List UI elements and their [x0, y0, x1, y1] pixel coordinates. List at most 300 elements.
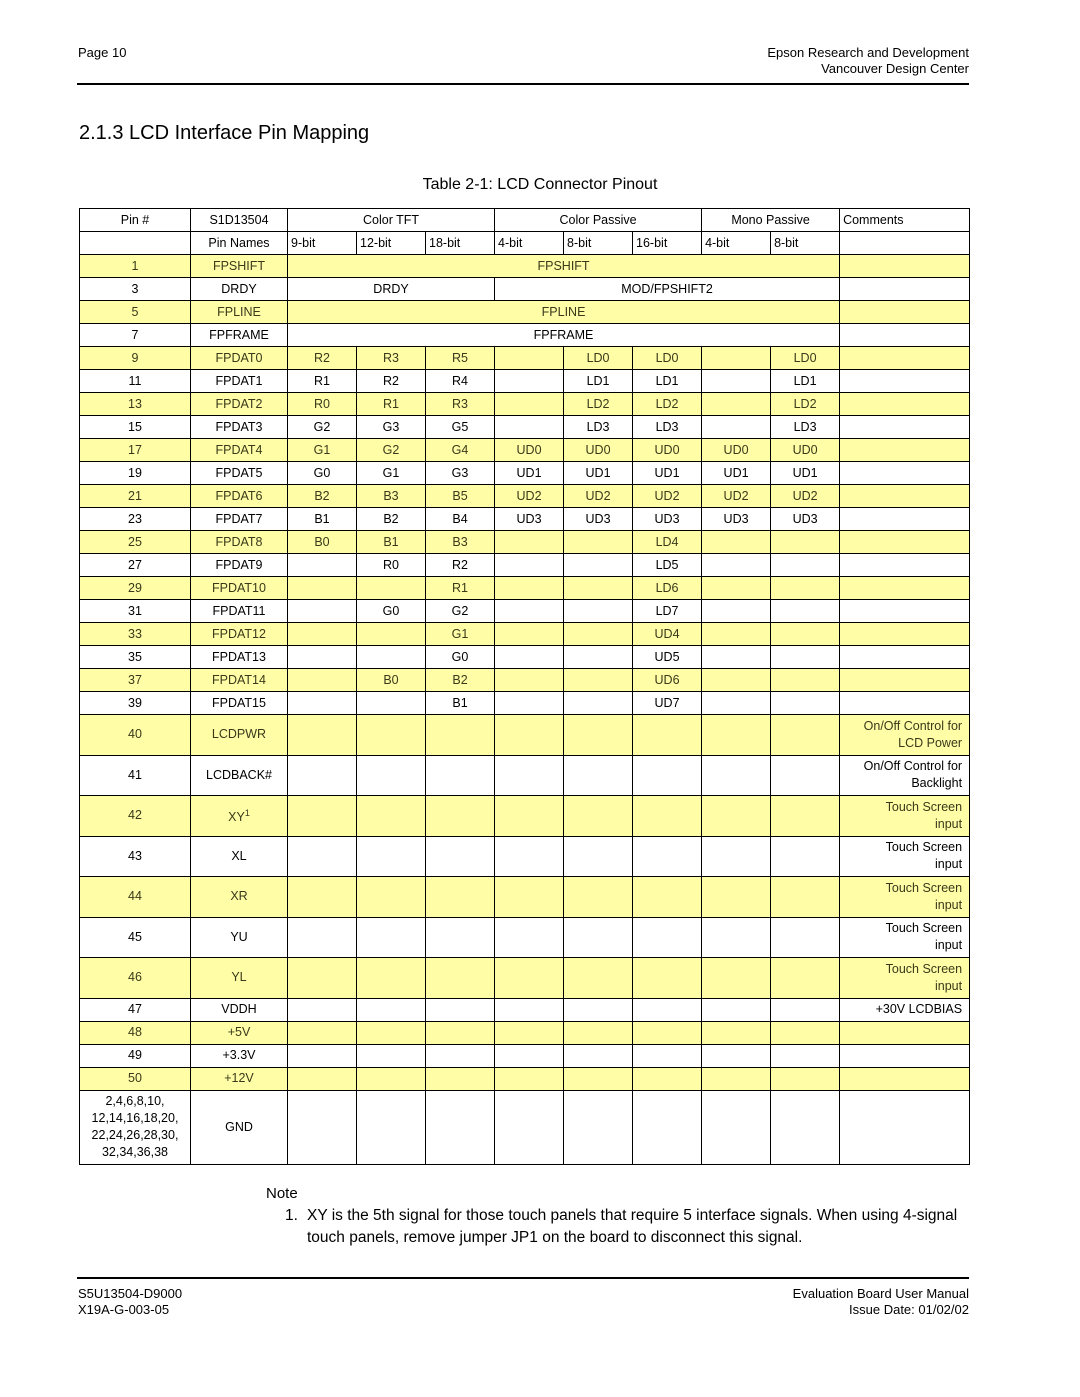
signal-cell: [288, 836, 357, 877]
header-color-passive: Color Passive: [495, 209, 702, 232]
signal-cell: G0: [426, 646, 495, 669]
signal-cell: [633, 1044, 702, 1067]
footer-right: [793, 1286, 969, 1318]
signal-cell: [702, 554, 771, 577]
pin-name: XY: [228, 810, 245, 825]
signal-cell: [564, 755, 633, 796]
signal-passive-cell: MOD/FPSHIFT2: [495, 278, 840, 301]
signal-cell: [495, 796, 564, 837]
signal-cell: [771, 958, 840, 999]
table-row: [80, 836, 970, 877]
signal-cell: [702, 1021, 771, 1044]
signal-cell: [495, 347, 564, 370]
signal-cell: [495, 836, 564, 877]
table-subheader-row: [80, 232, 970, 255]
pin-name-cell: [191, 755, 288, 796]
subheader-comments-blank: [840, 232, 970, 255]
signal-cell: [564, 531, 633, 554]
signal-cell: G5: [426, 416, 495, 439]
signal-cell: [426, 1067, 495, 1090]
signal-cell: LD7: [633, 600, 702, 623]
signal-cell: [771, 917, 840, 958]
pin-name: YU: [230, 929, 248, 944]
signal-cell: G0: [288, 462, 357, 485]
signal-cell: [288, 755, 357, 796]
comment-line: input: [934, 816, 963, 831]
signal-cell: [357, 623, 426, 646]
pin-number-cell: 25: [80, 531, 191, 554]
signal-cell: UD5: [633, 646, 702, 669]
signal-cell: [702, 715, 771, 756]
table-row: [80, 508, 970, 531]
signal-cell: R1: [426, 577, 495, 600]
comment-cell: [840, 393, 970, 416]
pin-name-cell: [191, 278, 288, 301]
signal-cell: G1: [357, 462, 426, 485]
pin-number-cell: 39: [80, 692, 191, 715]
pin-number-cell: 27: [80, 554, 191, 577]
table-row: [80, 324, 970, 347]
comment-cell: [840, 958, 970, 999]
signal-cell: [702, 958, 771, 999]
comment-cell: [840, 669, 970, 692]
header-org-line1: Epson Research and Development: [767, 45, 969, 60]
pin-number-cell: 3: [80, 278, 191, 301]
comment-cell: [840, 439, 970, 462]
pin-number-cell: 45: [80, 917, 191, 958]
signal-cell: [357, 1067, 426, 1090]
table-row: [80, 1021, 970, 1044]
comment-cell: [840, 577, 970, 600]
pin-number-cell: 7: [80, 324, 191, 347]
pin-name-cell: [191, 692, 288, 715]
header-bit: 12-bit: [357, 232, 426, 255]
signal-cell: UD1: [495, 462, 564, 485]
signal-cell: [771, 836, 840, 877]
signal-cell: [702, 836, 771, 877]
signal-cell: G2: [357, 439, 426, 462]
signal-cell: R4: [426, 370, 495, 393]
table-row: [80, 1044, 970, 1067]
signal-cell: [426, 796, 495, 837]
comment-cell: [840, 1044, 970, 1067]
pin-name-cell: [191, 1021, 288, 1044]
signal-cell: [357, 692, 426, 715]
signal-cell: [702, 669, 771, 692]
signal-cell: [357, 836, 426, 877]
signal-cell: [495, 958, 564, 999]
signal-cell: [288, 1044, 357, 1067]
signal-cell: UD1: [771, 462, 840, 485]
table-row: [80, 877, 970, 918]
signal-cell: G2: [426, 600, 495, 623]
signal-cell: R3: [357, 347, 426, 370]
signal-cell: [771, 796, 840, 837]
pin-name-cell: [191, 462, 288, 485]
pin-number-cell: 13: [80, 393, 191, 416]
pin-name-cell: [191, 669, 288, 692]
signal-cell: [288, 692, 357, 715]
signal-cell: [426, 998, 495, 1021]
pin-name: FPDAT11: [212, 603, 266, 618]
signal-cell: G2: [288, 416, 357, 439]
signal-cell: LD2: [771, 393, 840, 416]
comment-cell: [840, 1021, 970, 1044]
signal-cell: [702, 347, 771, 370]
signal-cell: UD2: [633, 485, 702, 508]
signal-cell: UD3: [495, 508, 564, 531]
header-bit: 18-bit: [426, 232, 495, 255]
pin-name-cell: [191, 393, 288, 416]
pin-number-cell: 42: [80, 796, 191, 837]
comment-cell: [840, 623, 970, 646]
table-row: [80, 439, 970, 462]
signal-cell: [702, 917, 771, 958]
signal-cell: [426, 877, 495, 918]
signal-cell: B2: [426, 669, 495, 692]
signal-cell: B1: [426, 692, 495, 715]
pin-name-cell: [191, 600, 288, 623]
pinout-table-body: [80, 209, 970, 1165]
signal-cell: [564, 646, 633, 669]
table-row: [80, 416, 970, 439]
table-row: [80, 531, 970, 554]
header-bit: 4-bit: [702, 232, 771, 255]
pin-number-cell: 17: [80, 439, 191, 462]
signal-cell: [564, 1067, 633, 1090]
pin-number-cell: 1: [80, 255, 191, 278]
comment-cell: [840, 796, 970, 837]
pin-name: +5V: [227, 1025, 251, 1039]
pin-number-cell: 35: [80, 646, 191, 669]
signal-cell: [633, 715, 702, 756]
signal-cell: [288, 715, 357, 756]
header-bit: 9-bit: [288, 232, 357, 255]
comment-cell: [840, 1090, 970, 1164]
signal-cell: UD1: [564, 462, 633, 485]
signal-cell: [495, 577, 564, 600]
pin-number-cell: 23: [80, 508, 191, 531]
signal-cell: [357, 877, 426, 918]
header-bit: 8-bit: [771, 232, 840, 255]
signal-cell: [495, 623, 564, 646]
signal-cell: UD4: [633, 623, 702, 646]
header-pin: Pin #: [80, 209, 191, 232]
signal-cell: [702, 796, 771, 837]
table-row: [80, 669, 970, 692]
table-row: [80, 370, 970, 393]
signal-cell: LD3: [633, 416, 702, 439]
signal-cell: UD1: [702, 462, 771, 485]
comment-cell: [840, 370, 970, 393]
signal-cell: R5: [426, 347, 495, 370]
signal-cell: [357, 998, 426, 1021]
pin-name: FPDAT3: [215, 419, 263, 434]
pin-name: LCDPWR: [211, 727, 267, 742]
comment-cell: [840, 917, 970, 958]
signal-cell: [771, 998, 840, 1021]
signal-cell: [564, 715, 633, 756]
comment-line: input: [934, 857, 963, 872]
signal-cell: [771, 1090, 840, 1164]
signal-cell: G1: [288, 439, 357, 462]
signal-cell: [495, 1044, 564, 1067]
signal-cell: [357, 796, 426, 837]
comment-cell: [840, 324, 970, 347]
pin-name: XR: [230, 889, 248, 904]
signal-cell: UD7: [633, 692, 702, 715]
section-title: 2.1.3 LCD Interface Pin Mapping: [79, 122, 370, 144]
table-row: [80, 347, 970, 370]
table-row: [80, 796, 970, 837]
header-organization: [767, 45, 969, 77]
note-label: Note: [266, 1185, 298, 1202]
comment-cell: [840, 508, 970, 531]
table-row: [80, 393, 970, 416]
comment-line: Touch Screen: [885, 961, 963, 976]
pin-number-cell: 29: [80, 577, 191, 600]
signal-cell: [357, 1090, 426, 1164]
signal-cell: [495, 416, 564, 439]
signal-cell: [771, 669, 840, 692]
pinout-table: [79, 208, 970, 1165]
signal-cell: [288, 1021, 357, 1044]
comment-cell: [840, 462, 970, 485]
signal-cell: [564, 796, 633, 837]
signal-cell: G4: [426, 439, 495, 462]
table-row: [80, 646, 970, 669]
signal-cell: [702, 646, 771, 669]
signal-cell: [771, 577, 840, 600]
signal-cell: [288, 554, 357, 577]
comment-line: Touch Screen: [885, 799, 963, 814]
pin-name: FPDAT4: [215, 442, 263, 457]
signal-cell: [495, 877, 564, 918]
signal-cell: [357, 958, 426, 999]
signal-cell: UD0: [495, 439, 564, 462]
signal-cell: [633, 755, 702, 796]
signal-cell: [702, 370, 771, 393]
signal-cell: B4: [426, 508, 495, 531]
signal-cell: [702, 755, 771, 796]
pin-name-cell: [191, 715, 288, 756]
comment-line: On/Off Control for: [863, 718, 963, 733]
signal-cell: B3: [357, 485, 426, 508]
pin-number-cell: 15: [80, 416, 191, 439]
pin-name-cell: [191, 301, 288, 324]
signal-cell: LD0: [633, 347, 702, 370]
pin-number-cell: 47: [80, 998, 191, 1021]
signal-cell: [288, 1090, 357, 1164]
pin-name-cell: [191, 508, 288, 531]
pin-number-line: 32,34,36,38: [101, 1145, 169, 1159]
signal-cell: B0: [357, 669, 426, 692]
footer-manual-title: Evaluation Board User Manual: [792, 1286, 969, 1301]
signal-cell: LD0: [564, 347, 633, 370]
signal-cell: [771, 692, 840, 715]
pin-number-cell: 41: [80, 755, 191, 796]
signal-cell: LD1: [771, 370, 840, 393]
pin-number-cell: 46: [80, 958, 191, 999]
pin-name: FPDAT10: [212, 580, 266, 595]
signal-cell: R3: [426, 393, 495, 416]
pin-name-cell: [191, 416, 288, 439]
footer-doc-number: S5U13504-D9000: [78, 1286, 183, 1301]
pin-name-cell: [191, 646, 288, 669]
table-row: [80, 600, 970, 623]
signal-tft-cell: DRDY: [288, 278, 495, 301]
comment-cell: [840, 998, 970, 1021]
signal-cell: [426, 836, 495, 877]
pin-number-line: 2,4,6,8,10,: [105, 1094, 165, 1108]
pin-name-cell: [191, 255, 288, 278]
pin-number-cell: 48: [80, 1021, 191, 1044]
signal-cell: [702, 416, 771, 439]
signal-cell: UD2: [771, 485, 840, 508]
signal-cell: G0: [357, 600, 426, 623]
header-mono-passive: Mono Passive: [702, 209, 840, 232]
signal-cell: UD0: [702, 439, 771, 462]
pin-name-cell: [191, 554, 288, 577]
table-row: [80, 485, 970, 508]
signal-cell: [288, 646, 357, 669]
pin-name-cell: [191, 1067, 288, 1090]
comment-line: +30V LCDBIAS: [875, 1002, 963, 1016]
comment-cell: [840, 692, 970, 715]
signal-cell: G1: [426, 623, 495, 646]
page-number: Page 10: [78, 45, 127, 60]
pin-name: YL: [231, 970, 247, 985]
signal-cell: [495, 998, 564, 1021]
signal-cell: [771, 1021, 840, 1044]
pin-name: FPDAT8: [215, 534, 263, 549]
signal-cell: [495, 393, 564, 416]
pin-name-cell: [191, 347, 288, 370]
table-caption: Table 2-1: LCD Connector Pinout: [422, 176, 658, 193]
signal-cell: UD3: [702, 508, 771, 531]
comment-line: input: [934, 938, 963, 953]
pin-name: FPDAT2: [215, 396, 263, 411]
pin-number-cell: 40: [80, 715, 191, 756]
signal-cell: [633, 796, 702, 837]
signal-cell: [495, 1021, 564, 1044]
signal-cell: [426, 715, 495, 756]
header-pin-names: Pin Names: [191, 232, 288, 255]
signal-cell: [771, 715, 840, 756]
comment-line: input: [934, 897, 963, 912]
pin-name-cell: [191, 796, 288, 837]
signal-cell: [426, 1090, 495, 1164]
table-row: [80, 692, 970, 715]
comment-line: Touch Screen: [885, 840, 963, 855]
pin-name-cell: [191, 958, 288, 999]
signal-cell: UD2: [564, 485, 633, 508]
signal-cell: [288, 917, 357, 958]
signal-cell: [495, 917, 564, 958]
comment-line: Touch Screen: [885, 880, 963, 895]
pin-name: FPDAT14: [212, 672, 266, 687]
signal-cell: [771, 755, 840, 796]
note-number: 1.: [285, 1207, 298, 1224]
pin-number-cell: 5: [80, 301, 191, 324]
signal-cell: LD6: [633, 577, 702, 600]
header-rule: [77, 83, 969, 85]
signal-cell: [564, 554, 633, 577]
pin-name: FPDAT12: [212, 626, 266, 641]
comment-cell: [840, 255, 970, 278]
signal-cell: [702, 998, 771, 1021]
table-row: [80, 755, 970, 796]
comment-line: Touch Screen: [885, 921, 963, 936]
pin-name: GND: [225, 1119, 253, 1134]
signal-cell: [633, 836, 702, 877]
pin-name-cell: [191, 917, 288, 958]
footer-issue-date: Issue Date: 01/02/02: [849, 1302, 969, 1317]
comment-cell: [840, 715, 970, 756]
pin-name: FPDAT7: [215, 511, 263, 526]
signal-cell: UD2: [495, 485, 564, 508]
comment-cell: [840, 416, 970, 439]
signal-cell: [495, 692, 564, 715]
signal-cell: B2: [288, 485, 357, 508]
footer-rule: [77, 1277, 969, 1279]
pin-number-cell: 11: [80, 370, 191, 393]
pin-number-cell: 21: [80, 485, 191, 508]
signal-cell: [633, 1067, 702, 1090]
signal-cell: UD0: [564, 439, 633, 462]
signal-cell: B0: [288, 531, 357, 554]
signal-cell: [495, 370, 564, 393]
pin-name: FPSHIFT: [212, 258, 266, 273]
signal-cell: R1: [288, 370, 357, 393]
signal-cell: [771, 646, 840, 669]
signal-cell: UD3: [771, 508, 840, 531]
pin-number-cell: 49: [80, 1044, 191, 1067]
signal-cell: LD1: [633, 370, 702, 393]
signal-cell: [633, 877, 702, 918]
signal-cell: [288, 998, 357, 1021]
pin-name-cell: [191, 877, 288, 918]
signal-cell: [702, 600, 771, 623]
signal-cell: LD2: [564, 393, 633, 416]
signal-cell: [702, 623, 771, 646]
signal-cell: LD0: [771, 347, 840, 370]
comment-line: On/Off Control for: [863, 759, 963, 774]
pin-name-cell: [191, 370, 288, 393]
signal-cell: [633, 917, 702, 958]
signal-cell: B1: [357, 531, 426, 554]
pin-name-cell: [191, 531, 288, 554]
signal-cell: [288, 600, 357, 623]
signal-cell: [633, 1090, 702, 1164]
signal-cell: UD0: [633, 439, 702, 462]
signal-cell: [426, 755, 495, 796]
signal-cell: [495, 715, 564, 756]
signal-cell: [495, 1067, 564, 1090]
table-row: [80, 577, 970, 600]
pin-name: XL: [231, 848, 247, 863]
signal-cell: [564, 877, 633, 918]
signal-cell: [564, 836, 633, 877]
comment-cell: [840, 1067, 970, 1090]
pin-name-cell: [191, 485, 288, 508]
signal-cell: [357, 1021, 426, 1044]
table-header-row: [80, 209, 970, 232]
table-row: [80, 623, 970, 646]
table-row: [80, 715, 970, 756]
signal-cell: [564, 1090, 633, 1164]
comment-cell: [840, 646, 970, 669]
